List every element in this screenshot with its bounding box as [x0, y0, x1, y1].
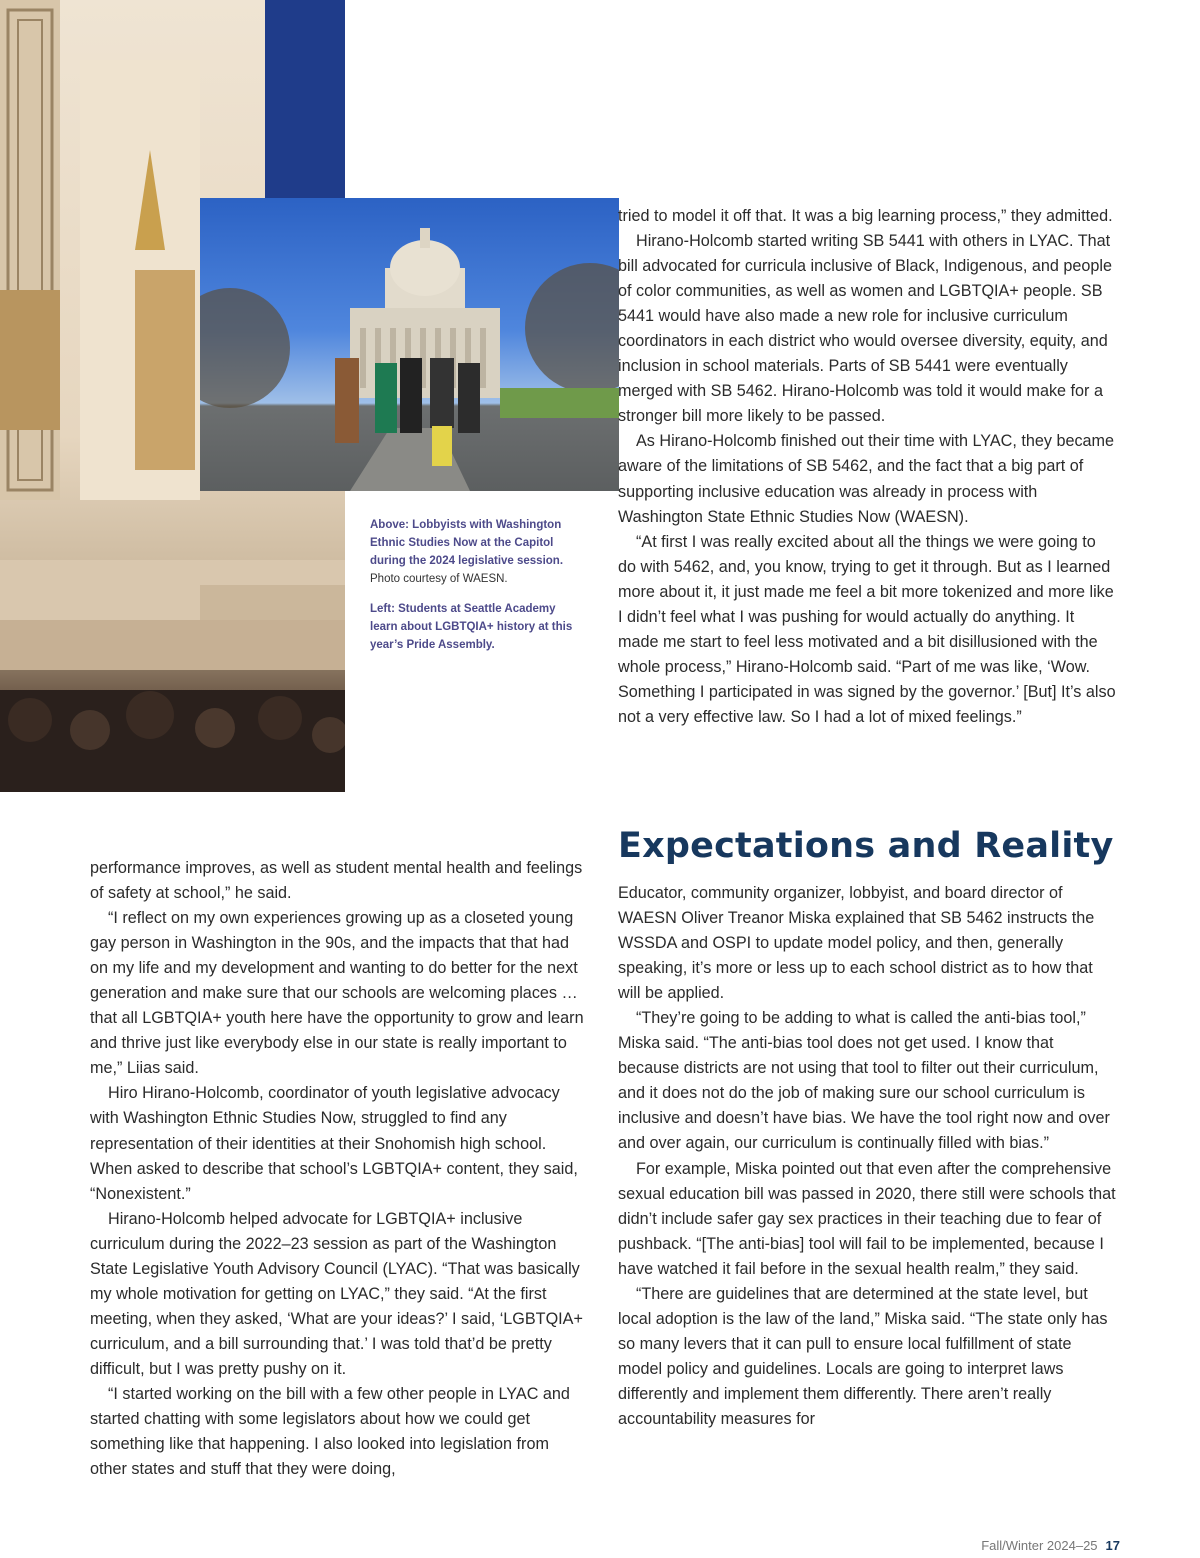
paragraph: Hiro Hirano-Holcomb, coordinator of youth legislative advocacy with Washington Ethnic Studies Now, struggled to find any representation of their identities at their Snohomish high school. When asked to describe that school’s LGBTQIA+ content, they said, “Nonexistent.”: [90, 1084, 578, 1203]
page-number: 17: [1105, 1538, 1120, 1553]
paragraph: “At first I was really excited about all the things we were going to do with 5462, and, you know, trying to get it through. But as I learned more about it, it just made me feel a bit more tokenized and more like I didn’t feel what I was pushing for would actually do anything. It made me start to feel less motivated and a bit disillusioned with the whole process,” Hirano-Holcomb said. “Part of me was like, ‘Wow. Something I participated in was signed by the governor.’ [But] It’s also not a very effective law. So I had a lot of mixed feelings.”: [618, 532, 1116, 726]
issue-label: Fall/Winter 2024–25: [981, 1538, 1098, 1553]
section-heading: Expectations and Reality: [618, 826, 1114, 866]
caption-above: Above: Lobbyists with Washington Ethnic Studies Now at the Capitol during the 2024 legislative session.: [370, 519, 564, 567]
paragraph: Educator, community organizer, lobbyist, and board director of WAESN Oliver Treanor Miska explained that SB 5462 instructs the WSSDA and OSPI to update model policy, and then, generally speaking, it’s more or less up to each school district as to how that will be applied.: [618, 884, 1095, 1003]
caption-credit: Photo courtesy of WAESN.: [370, 573, 508, 585]
page-footer: [981, 1538, 1120, 1553]
paragraph: For example, Miska pointed out that even after the comprehensive sexual education bill was passed in 2020, there still were schools that didn’t include safer gay sex practices in their teaching due to fear of pushback. “[The anti-bias] tool will fail to be implemented, because I have watched it fail before in the sexual health realm,” they said.: [618, 1159, 1116, 1278]
capitol-photo: [200, 198, 619, 491]
paragraph: “I started working on the bill with a few other people in LYAC and started chatting with some legislators about how we could get something like that happening. I also looked into legislation from other states and stuff that they were doing,: [90, 1384, 570, 1479]
paragraph: tried to model it off that. It was a big learning process,” they admitted.: [618, 207, 1113, 225]
capitol-photo-icon: [200, 198, 619, 491]
paragraph: As Hirano-Holcomb finished out their time with LYAC, they became aware of the limitations of SB 5462, and the fact that a big part of supporting inclusive education was already in process with Washington State Ethnic Studies Now (WAESN).: [618, 432, 1115, 526]
paragraph: “There are guidelines that are determined at the state level, but local adoption is the law of the land,” Miska said. “The state only has so many levers that it can pull to ensure local fulfillment of state model policy and guidelines. Locals are going to interpret laws differently and implement them differently. There aren’t really accountability measures for: [618, 1284, 1108, 1428]
caption-left: Left: Students at Seattle Academy learn about LGBTQIA+ history at this year’s Pride Assembly.: [370, 603, 573, 651]
left-column: [90, 856, 590, 1482]
paragraph: Hirano-Holcomb started writing SB 5441 with others in LYAC. That bill advocated for curricula inclusive of Black, Indigenous, and people of color communities, as well as women and LGBTQIA+ people. SB 5441 would have also made a new role for inclusive curriculum coordinators in each district who would oversee diversity, equity, and inclusion in school materials. Parts of SB 5441 were eventually merged with SB 5462. Hirano-Holcomb was told it would make for a stronger bill more likely to be passed.: [618, 232, 1113, 426]
paragraph: performance improves, as well as student mental health and feelings of safety at school,” he said.: [90, 859, 583, 903]
paragraph: “They’re going to be adding to what is called the anti-bias tool,” Miska said. “The anti-bias tool does not get used. I know that because districts are not using that tool to filter out their curriculum, and it does not do the job of making sure our school curriculum is inclusive and doesn’t have bias. We have the tool right now and over and over again, our curriculum is continually filled with bias.”: [618, 1009, 1110, 1153]
right-column-top: [618, 204, 1118, 730]
paragraph: “I reflect on my own experiences growing up as a closeted young gay person in Washington in the 90s, and the impacts that that had on my life and my development and wanting to do better for the next generation and make sure that our schools are welcoming places … that all LGBTQIA+ youth here have the opportunity to grow and learn and thrive just like everybody else in our state is really important to me,” Liias said.: [90, 909, 584, 1078]
photo-caption: [370, 516, 585, 666]
paragraph: Hirano-Holcomb helped advocate for LGBTQIA+ inclusive curriculum during the 2022–23 session as part of the Washington State Legislative Youth Advisory Council (LYAC). “That was basically my whole motivation for getting on LYAC,” they said. “At the first meeting, when they asked, ‘What are your ideas?’ I said, ‘LGBTQIA+ curriculum, and a bill surrounding that.’ I was told that’d be pretty difficult, but I was pretty pushy on it.: [90, 1209, 583, 1378]
right-column-bottom: [618, 881, 1118, 1432]
